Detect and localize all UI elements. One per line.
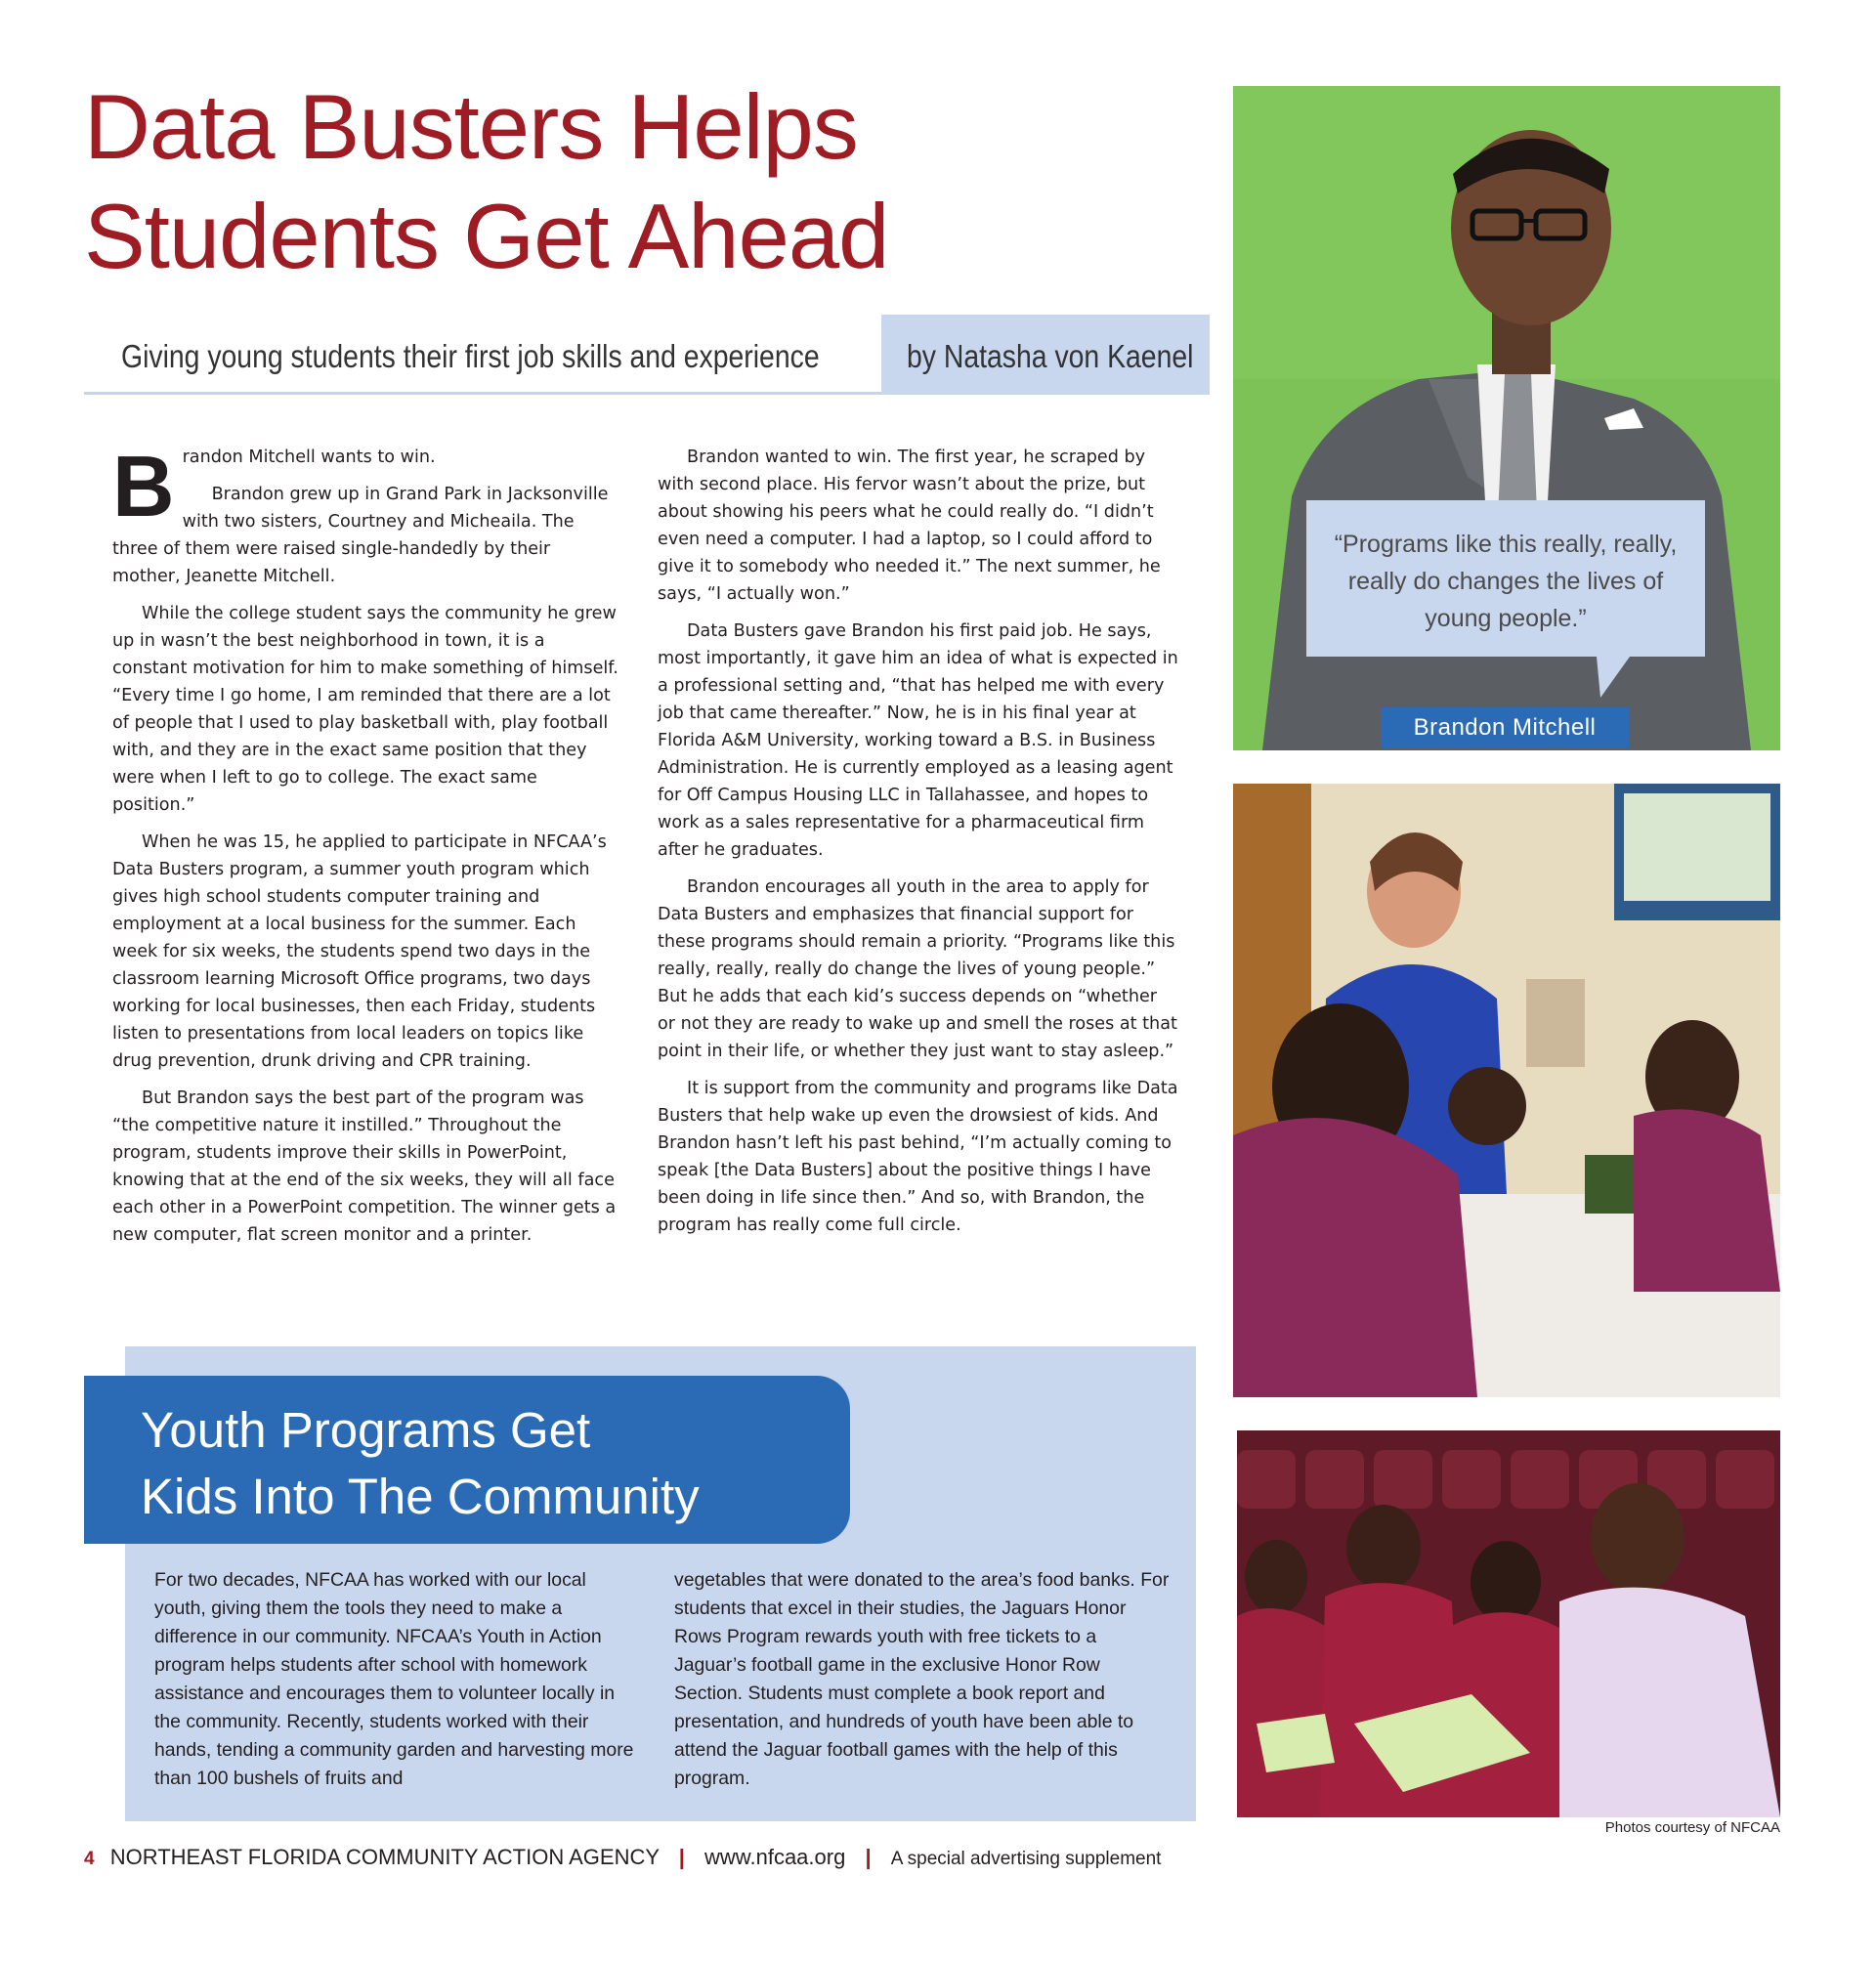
- photo-students-reading: [1237, 1430, 1780, 1817]
- page-footer: [84, 1845, 1161, 1870]
- page-number: 4: [84, 1849, 95, 1869]
- article-paragraph: Brandon Mitchell wants to win.: [112, 438, 436, 534]
- article-paragraph: Brandon encourages all youth in the area to apply for Data Busters and emphasizes that financial support for these programs should remain a priority. “Programs like this really, really, really do change the lives of young people.” But he adds that each kid’s success depends on “whether or not they are ready to wake up and smell the roses at that point in their life, or whether they just want to stay asleep.”: [658, 877, 1177, 1061]
- footer-separator: |: [678, 1845, 685, 1869]
- title-line-1: Data Busters Helps: [84, 75, 858, 178]
- article-paragraph: Data Busters gave Brandon his first paid job. He says, most importantly, it gave him an idea of what is expected in a professional setting and, “that has helped me with every job that came thereafter.” Now, he is in his final year at Florida A&M University, working toward a B.S. in Business Administration. He is currently employed as a leasing agent for Off Campus Housing LLC in Tallahassee, and hopes to work as a sales representative for a pharmaceutical firm after he graduates.: [658, 621, 1178, 860]
- byline-box: [881, 315, 1210, 395]
- byline: by Natasha von Kaenel: [907, 338, 1194, 374]
- article-column-1: [112, 438, 620, 1258]
- photo-classroom: [1233, 784, 1780, 1397]
- youth-programs-column-1: For two decades, NFCAA has worked with our local youth, giving them the tools they need to make a difference in our community. NFCAA’s Youth in Action program helps students after school with homework assistance and encourages them to volunteer locally in the community. Recently, students worked with their hands, tending a community garden and harvesting more than 100 bushels of fruits and: [154, 1569, 634, 1789]
- article-paragraph: When he was 15, he applied to participate in NFCAA’s Data Busters program, a summer youth program which gives high school students computer training and employment at a local business for the summer. Each week for six weeks, the students spend two days in the classroom learning Microsoft Office programs, two days working for local businesses, then each Friday, students listen to presentations from local leaders on topics like drug prevention, drunk driving and CPR training.: [112, 832, 607, 1071]
- footer-separator: |: [865, 1845, 872, 1869]
- youth-title-line-2: Kids Into The Community: [141, 1469, 700, 1524]
- footer-website-link[interactable]: www.nfcaa.org: [704, 1845, 846, 1869]
- photo-credit: Photos courtesy of NFCAA: [1604, 1819, 1780, 1836]
- subtitle-bar: [84, 315, 1210, 395]
- title-line-2: Students Get Ahead: [84, 185, 889, 287]
- youth-title-line-1: Youth Programs Get: [141, 1402, 591, 1458]
- youth-programs-header: [84, 1376, 850, 1544]
- article-subtitle: Giving young students their first job skills and experience: [121, 338, 820, 374]
- speech-bubble-tail: [1597, 657, 1630, 698]
- youth-programs-column-2: vegetables that were donated to the area’s food banks. For students that excel in their studies, the Jaguars Honor Rows Program rewards youth with free tickets to a Jaguar’s football game in the exclusive Honor Row Section. Students must complete a book report and presentation, and hundreds of youth have been able to attend the Jaguar football games with the help of this program.: [674, 1569, 1170, 1789]
- footer-supplement-note: A special advertising supplement: [890, 1849, 1162, 1869]
- pull-quote-box: [1306, 500, 1705, 657]
- speaker-name-tag: Brandon Mitchell: [1381, 707, 1629, 748]
- article-column-2: [658, 444, 1179, 1249]
- article-paragraph: Brandon grew up in Grand Park in Jacksonville with two sisters, Courtney and Micheaila. The three of them were raised single-handedly by their mother, Jeanette Mitchell.: [112, 485, 609, 586]
- drop-cap: B: [112, 438, 175, 534]
- article-paragraph: Brandon wanted to win. The first year, he scraped by with second place. His fervor wasn’t about the prize, but about showing his peers what he could really do. “I didn’t even need a computer. I had a laptop, so I could afford to give it to somebody who needed it.” The next summer, he says, “I actually won.”: [658, 448, 1161, 604]
- article-paragraph: While the college student says the community he grew up in wasn’t the best neighborhood in town, it is a constant motivation for him to make something of himself. “Every time I go home, I am reminded that there are a lot of people that I used to play basketball with, play football with, and they are in the exact same position that they were when I left to go to college. The exact same position.”: [112, 604, 618, 815]
- article-title: [84, 72, 1188, 291]
- pull-quote-text: “Programs like this really, really, really do changes the lives of young people.”: [1334, 531, 1678, 632]
- article-paragraph: But Brandon says the best part of the program was “the competitive nature it instilled.” Throughout the program, students improve their skills in PowerPoint, knowing that at the end of the six weeks, they will all face each other in a PowerPoint competition. The winner gets a new computer, flat screen monitor and a printer.: [112, 1088, 617, 1245]
- article-paragraph: It is support from the community and programs like Data Busters that help wake up even the drowsiest of kids. And Brandon hasn’t left his past behind, “I’m actually coming to speak [the Data Busters] about the positive things I have been doing in life since then.” And so, with Brandon, the program has really come full circle.: [658, 1079, 1178, 1235]
- footer-agency-name: NORTHEAST FLORIDA COMMUNITY ACTION AGENCY: [109, 1845, 660, 1869]
- youth-programs-title: [141, 1397, 700, 1530]
